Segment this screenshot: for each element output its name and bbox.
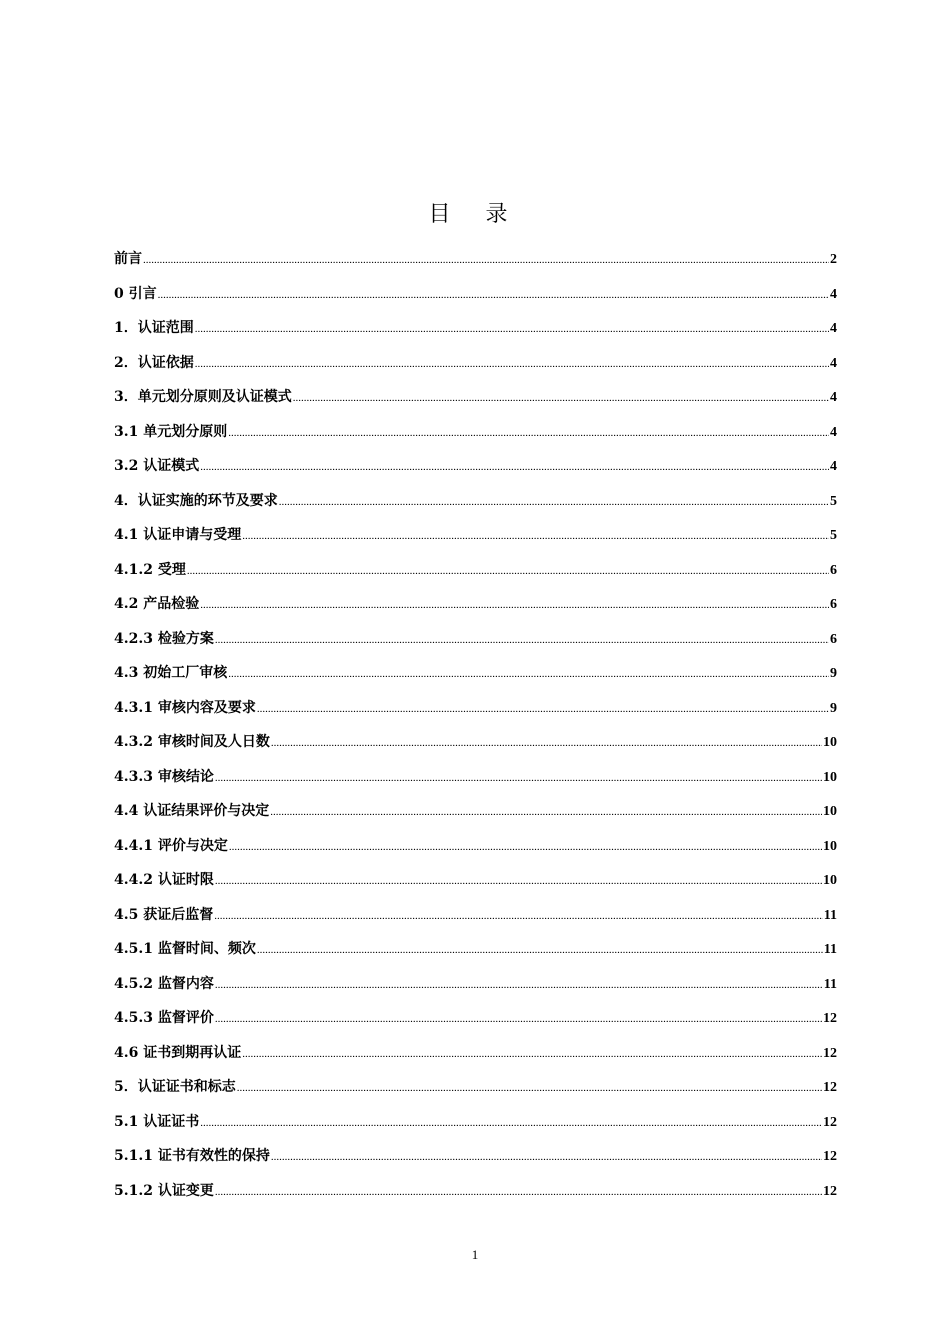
toc-entry[interactable] xyxy=(114,1006,837,1041)
toc-entry-page: 10 xyxy=(823,873,837,888)
toc-entry-page: 12 xyxy=(823,1080,837,1095)
toc-dot-leader xyxy=(242,1041,822,1066)
toc-entry[interactable] xyxy=(114,282,837,317)
toc-dot-leader xyxy=(215,765,822,790)
toc-entry[interactable] xyxy=(114,661,837,696)
toc-entry[interactable] xyxy=(114,799,837,834)
toc-entry[interactable] xyxy=(114,765,837,800)
toc-entry[interactable] xyxy=(114,454,837,489)
toc-entry[interactable] xyxy=(114,523,837,558)
toc-entry-label: 5.1.1 证书有效性的保持 xyxy=(114,1148,270,1164)
toc-entry[interactable] xyxy=(114,1041,837,1076)
toc-entry-label: 4.1 认证申请与受理 xyxy=(114,527,242,543)
toc-entry-label: 4.3 初始工厂审核 xyxy=(114,665,228,681)
toc-entry-page: 4 xyxy=(830,390,837,405)
toc-entry-page: 5 xyxy=(830,528,837,543)
toc-entry-page: 4 xyxy=(830,355,837,371)
toc-entry-page: 12 xyxy=(823,1114,837,1130)
toc-entry[interactable] xyxy=(114,627,837,662)
toc-entry-page: 4 xyxy=(830,424,837,440)
toc-entry-label: 2．认证依据 xyxy=(114,354,194,371)
toc-entry-label: 4.3.1 审核内容及要求 xyxy=(114,699,256,716)
toc-entry-page: 11 xyxy=(823,976,837,992)
toc-entry[interactable] xyxy=(114,316,837,351)
toc-dot-leader xyxy=(228,420,829,445)
toc-entry-page: 4 xyxy=(830,321,837,336)
toc-entry-label: 5.1.2 认证变更 xyxy=(114,1182,214,1199)
toc-entry-page: 10 xyxy=(823,735,837,750)
toc-entry-label: 5.1 认证证书 xyxy=(114,1113,200,1130)
table-of-contents xyxy=(114,247,837,1213)
toc-entry[interactable] xyxy=(114,834,837,869)
toc-entry[interactable] xyxy=(114,972,837,1007)
toc-entry[interactable] xyxy=(114,420,837,455)
toc-entry-label: 4.3.2 审核时间及人日数 xyxy=(114,734,270,750)
toc-entry-page: 5 xyxy=(830,493,837,509)
page-number: 1 xyxy=(471,1247,479,1262)
toc-dot-leader xyxy=(215,1006,822,1031)
toc-entry[interactable] xyxy=(114,903,837,938)
toc-entry-page: 10 xyxy=(823,804,837,819)
toc-entry-label: 前言 xyxy=(114,251,142,267)
toc-entry-page: 6 xyxy=(830,597,837,612)
toc-entry-label: 3．单元划分原则及认证模式 xyxy=(114,389,292,405)
toc-entry-label: 4.5.1 监督时间、频次 xyxy=(114,941,256,957)
toc-dot-leader xyxy=(242,523,829,548)
toc-entry-label: 4.5.2 监督内容 xyxy=(114,975,214,992)
toc-dot-leader xyxy=(195,316,829,341)
toc-dot-leader xyxy=(257,937,823,962)
toc-entry[interactable] xyxy=(114,247,837,282)
toc-entry-label: 4.4.2 认证时限 xyxy=(114,872,214,888)
toc-dot-leader xyxy=(200,592,829,617)
toc-entry-page: 9 xyxy=(830,666,837,681)
toc-entry-label: 4.6 证书到期再认证 xyxy=(114,1044,242,1061)
toc-entry-label: 4.2 产品检验 xyxy=(114,596,200,612)
toc-entry-label: 0 引言 xyxy=(114,285,157,302)
toc-dot-leader xyxy=(215,1179,822,1204)
toc-dot-leader xyxy=(257,696,829,721)
toc-dot-leader xyxy=(279,489,829,514)
toc-entry-page: 11 xyxy=(823,942,837,957)
toc-dot-leader xyxy=(215,627,829,652)
toc-entry-page: 11 xyxy=(823,907,837,923)
toc-dot-leader xyxy=(200,454,829,479)
toc-dot-leader xyxy=(187,558,829,583)
toc-entry-label: 4.3.3 审核结论 xyxy=(114,768,214,785)
toc-entry-page: 10 xyxy=(823,838,837,854)
toc-dot-leader xyxy=(293,385,829,410)
toc-entry-label: 4.2.3 检验方案 xyxy=(114,630,214,647)
toc-entry[interactable] xyxy=(114,730,837,765)
toc-entry-page: 6 xyxy=(830,631,837,647)
toc-dot-leader xyxy=(200,1110,822,1135)
toc-entry-page: 4 xyxy=(830,459,837,474)
toc-dot-leader xyxy=(228,661,829,686)
toc-entry-label: 4.5 获证后监督 xyxy=(114,906,214,923)
toc-dot-leader xyxy=(237,1075,822,1100)
toc-entry[interactable] xyxy=(114,1179,837,1214)
toc-entry[interactable] xyxy=(114,696,837,731)
toc-entry-page: 4 xyxy=(830,286,837,302)
toc-entry[interactable] xyxy=(114,1144,837,1179)
toc-dot-leader xyxy=(158,282,829,307)
toc-entry-label: 4．认证实施的环节及要求 xyxy=(114,492,278,509)
toc-entry-page: 12 xyxy=(823,1149,837,1164)
toc-entry[interactable] xyxy=(114,868,837,903)
toc-entry-label: 5．认证证书和标志 xyxy=(114,1079,236,1095)
toc-dot-leader xyxy=(195,351,829,376)
toc-entry-label: 1．认证范围 xyxy=(114,320,194,336)
toc-dot-leader xyxy=(143,247,829,272)
toc-entry-page: 12 xyxy=(823,1183,837,1199)
toc-entry[interactable] xyxy=(114,385,837,420)
toc-dot-leader xyxy=(271,1144,822,1169)
toc-entry-page: 12 xyxy=(823,1011,837,1026)
toc-title: 目 录 xyxy=(428,202,522,227)
toc-entry[interactable] xyxy=(114,1110,837,1145)
toc-entry-page: 12 xyxy=(823,1045,837,1061)
toc-entry[interactable] xyxy=(114,489,837,524)
toc-dot-leader xyxy=(229,834,822,859)
toc-entry-page: 9 xyxy=(830,700,837,716)
toc-entry-label: 4.5.3 监督评价 xyxy=(114,1010,214,1026)
toc-entry[interactable] xyxy=(114,592,837,627)
toc-dot-leader xyxy=(215,868,822,893)
toc-entry[interactable] xyxy=(114,558,837,593)
toc-dot-leader xyxy=(271,730,822,755)
toc-entry[interactable] xyxy=(114,937,837,972)
toc-entry-label: 3.1 单元划分原则 xyxy=(114,423,228,440)
toc-dot-leader xyxy=(215,972,823,997)
toc-entry[interactable] xyxy=(114,351,837,386)
toc-entry-page: 10 xyxy=(823,769,837,785)
toc-entry-page: 6 xyxy=(830,562,837,578)
toc-dot-leader xyxy=(270,799,822,824)
toc-dot-leader xyxy=(214,903,823,928)
toc-entry-label: 4.4 认证结果评价与决定 xyxy=(114,803,270,819)
toc-entry-page: 2 xyxy=(830,252,837,267)
toc-entry-label: 4.1.2 受理 xyxy=(114,561,186,578)
toc-entry-label: 3.2 认证模式 xyxy=(114,458,200,474)
toc-entry-label: 4.4.1 评价与决定 xyxy=(114,837,228,854)
toc-entry[interactable] xyxy=(114,1075,837,1110)
